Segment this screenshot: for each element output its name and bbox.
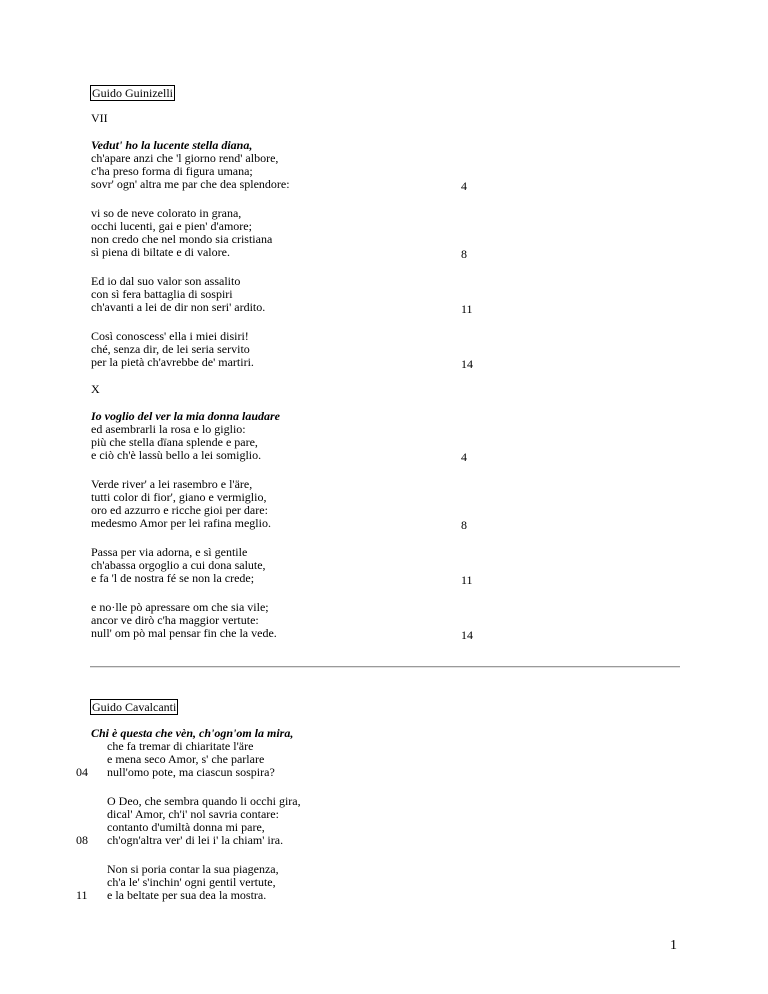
page-number: 1 — [670, 938, 677, 953]
poem-line: e la beltate per sua dea la mostra. — [107, 888, 267, 902]
poem-line: null'omo pote, ma ciascun sospira? — [107, 765, 275, 779]
poem-line: ch'avanti a lei de dir non seri' ardito. — [91, 300, 266, 314]
poem-line: e no·lle pò apressare om che sia vile; — [91, 600, 269, 614]
poem-line: c'ha preso forma di figura umana; — [91, 164, 253, 178]
poem-line: Passa per via adorna, e sì gentile — [91, 545, 248, 559]
poem-line: per la pietà ch'avrebbe de' martiri. — [91, 355, 254, 369]
poem-line: oro ed azzurro e ricche gioi per dare: — [91, 503, 268, 517]
sonnet-number: VII — [91, 111, 108, 125]
poem-line: Ed io dal suo valor son assalito — [91, 274, 241, 288]
author-label-guinizelli: Guido Guinizelli — [92, 86, 173, 100]
section-divider — [90, 666, 680, 668]
line-count: 11 — [76, 888, 88, 902]
poem-line: tutti color di fior', giano e vermiglio, — [91, 490, 267, 504]
poem-line: e fa 'l de nostra fé se non la crede; — [91, 571, 255, 585]
poem-line: occhi lucenti, gai e pien' d'amore; — [91, 219, 252, 233]
poem-line: Verde river' a lei rasembro e l'äre, — [91, 477, 253, 491]
poem-line: che fa tremar di chiaritate l'äre — [107, 739, 254, 753]
line-count: 11 — [461, 573, 473, 587]
poem-line: dical' Amor, ch'i' nol savria contare: — [107, 807, 279, 821]
author-label-cavalcanti: Guido Cavalcanti — [92, 700, 177, 714]
line-count: 11 — [461, 302, 473, 316]
line-count: 8 — [461, 247, 467, 261]
poem-line: ch'a le' s'inchin' ogni gentil vertute, — [107, 875, 276, 889]
line-count: 08 — [76, 833, 88, 847]
poem-line: ch'apare anzi che 'l giorno rend' albore, — [91, 151, 279, 165]
poem-line: contanto d'umiltà donna mi pare, — [107, 820, 265, 834]
poem-line: O Deo, che sembra quando li occhi gira, — [107, 794, 301, 808]
poem-first-line: Chi è questa che vèn, ch'ogn'om la mira, — [91, 726, 294, 740]
poem-line: ché, senza dir, de lei seria servito — [91, 342, 250, 356]
poem-line: sovr' ogn' altra me par che dea splendore: — [91, 177, 290, 191]
poem-line: più che stella dïana splende e pare, — [91, 435, 258, 449]
poem-line: ed asembrarli la rosa e lo giglio: — [91, 422, 246, 436]
line-count: 14 — [461, 357, 473, 371]
poem-line: null' om pò mal pensar fin che la vede. — [91, 626, 277, 640]
line-count: 14 — [461, 628, 473, 642]
poem-line: non credo che nel mondo sia cristiana — [91, 232, 273, 246]
line-count: 4 — [461, 450, 467, 464]
poem-line: medesmo Amor per lei rafina meglio. — [91, 516, 271, 530]
poem-line: con sì fera battaglia di sospiri — [91, 287, 233, 301]
poem-first-line: Vedut' ho la lucente stella diana, — [91, 138, 253, 152]
poem-first-line: Io voglio del ver la mia donna laudare — [91, 409, 280, 423]
poem-line: e ciò ch'è lassù bello a lei somiglio. — [91, 448, 262, 462]
poem-line: Non si poria contar la sua piagenza, — [107, 862, 279, 876]
poem-line: sì piena di biltate e di valore. — [91, 245, 230, 259]
line-count: 4 — [461, 179, 467, 193]
poem-line: ch'ogn'altra ver' di lei i' la chiam' ira. — [107, 833, 284, 847]
poem-line: ch'abassa orgoglio a cui dona salute, — [91, 558, 266, 572]
sonnet-number: X — [91, 382, 100, 396]
line-count: 04 — [76, 765, 88, 779]
poem-line: Così conoscess' ella i miei disiri! — [91, 329, 249, 343]
line-count: 8 — [461, 518, 467, 532]
poem-line: e mena seco Amor, s' che parlare — [107, 752, 265, 766]
poem-line: vi so de neve colorato in grana, — [91, 206, 242, 220]
poem-line: ancor ve dirò c'ha maggior vertute: — [91, 613, 259, 627]
